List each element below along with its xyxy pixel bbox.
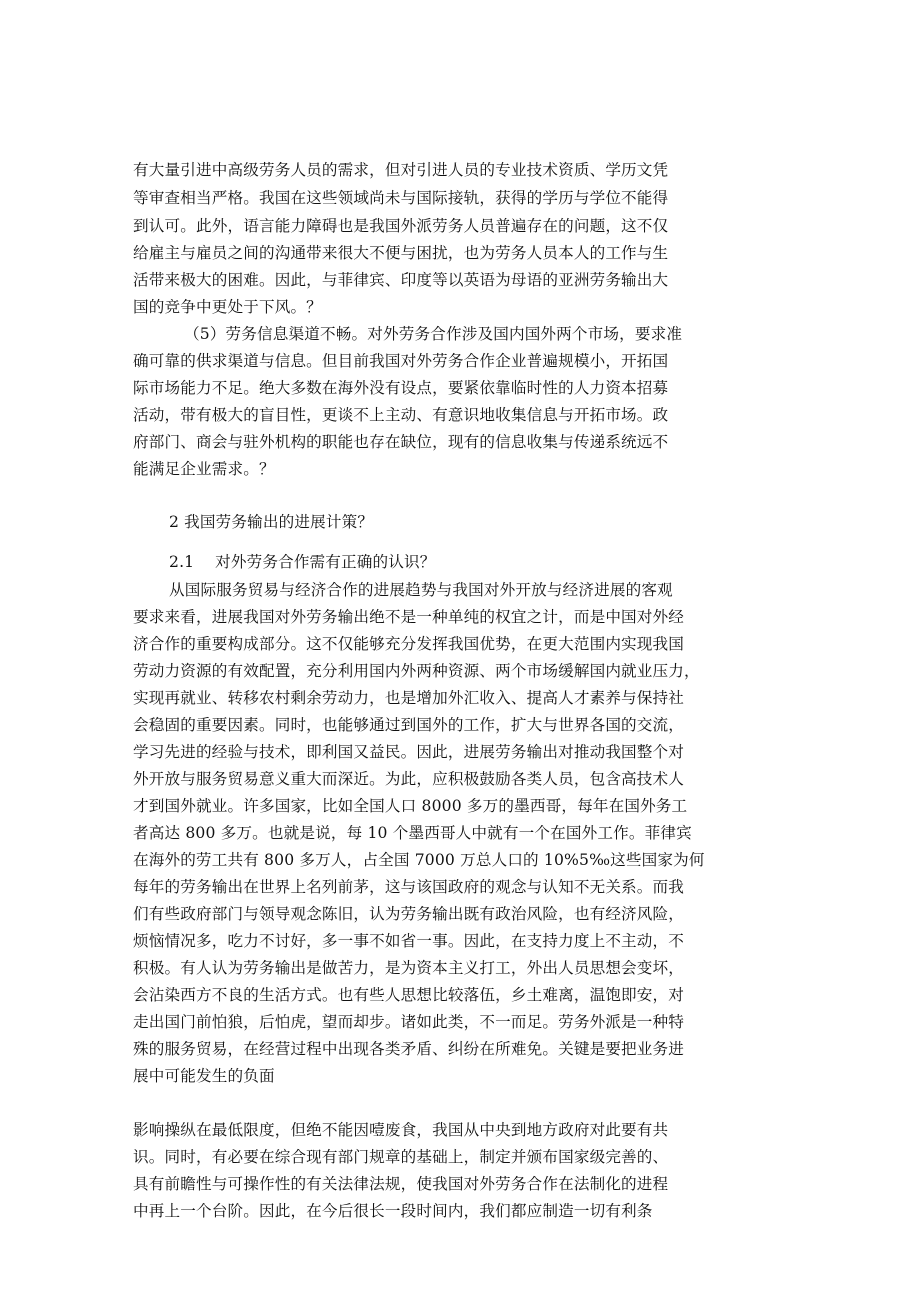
text-line: 活带来极大的困难。因此，与菲律宾、印度等以英语为母语的亚洲劳务输出大 xyxy=(133,271,669,289)
text-line: 等审查相当严格。我国在这些领域尚未与国际接轨，获得的学历与学位不能得 xyxy=(133,189,669,207)
section-heading: 2 我国劳务输出的进展计策？ xyxy=(169,513,374,531)
text-line: 从国际服务贸易与经济合作的进展趋势与我国对外开放与经济进展的客观 xyxy=(169,581,673,599)
text-line: 实现再就业、转移农村剩余劳动力，也是增加外汇收入、提高人才素养与保持社 xyxy=(133,689,685,707)
text-line: 者高达 800 多万。也就是说，每 10 个墨西哥人中就有一个在国外工作。菲律宾 xyxy=(133,824,692,842)
text-line: 府部门、商会与驻外机构的职能也存在缺位，现有的信息收集与传递系统远不 xyxy=(133,433,669,451)
text-line: 识。同时，有必要在综合现有部门规章的基础上，制定并颁布国家级完善的、 xyxy=(133,1148,669,1166)
text-line: （5）劳务信息渠道不畅。对外劳务合作涉及国内国外两个市场，要求准 xyxy=(184,325,683,343)
text-line: 外开放与服务贸易意义重大而深近。为此，应积极鼓励各类人员，包含高技术人 xyxy=(133,770,685,788)
text-line: 每年的劳务输出在世界上名列前茅，这与该国政府的观念与认知不无关系。而我 xyxy=(133,878,685,896)
text-line: 国的竞争中更处于下风。？ xyxy=(133,298,322,316)
text-line: 济合作的重要构成部分。这不仅能够充分发挥我国优势，在更大范围内实现我国 xyxy=(133,635,685,653)
text-line: 到认可。此外，语言能力障碍也是我国外派劳务人员普遍存在的问题，这不仅 xyxy=(133,217,669,235)
text-line: 们有些政府部门与领导观念陈旧，认为劳务输出既有政治风险，也有经济风险， xyxy=(133,905,685,923)
subsection-heading: 2.1 对外劳务合作需有正确的认识？ xyxy=(169,553,436,571)
text-line: 能满足企业需求。？ xyxy=(133,460,275,478)
text-line: 有大量引进中高级劳务人员的需求，但对引进人员的专业技术资质、学历文凭 xyxy=(133,161,669,179)
text-line: 中再上一个台阶。因此，在今后很长一段时间内，我们都应制造一切有利条 xyxy=(133,1202,653,1220)
text-line: 际市场能力不足。绝大多数在海外没有设点，要紧依靠临时性的人力资本招募 xyxy=(133,379,669,397)
text-line: 积极。有人认为劳务输出是做苦力，是为资本主义打工，外出人员思想会变坏， xyxy=(133,959,685,977)
text-line: 展中可能发生的负面 xyxy=(133,1067,275,1085)
text-line: 活动，带有极大的盲目性，更谈不上主动、有意识地收集信息与开拓市场。政 xyxy=(133,406,669,424)
text-line: 会稳固的重要因素。同时，也能够通过到国外的工作，扩大与世界各国的交流， xyxy=(133,716,685,734)
text-line: 烦恼情况多，吃力不讨好，多一事不如省一事。因此，在支持力度上不主动，不 xyxy=(133,932,685,950)
text-line: 给雇主与雇员之间的沟通带来很大不便与困扰，也为劳务人员本人的工作与生 xyxy=(133,244,669,262)
text-line: 殊的服务贸易，在经营过程中出现各类矛盾、纠纷在所难免。关键是要把业务进 xyxy=(133,1040,685,1058)
text-line: 确可靠的供求渠道与信息。但目前我国对外劳务合作企业普遍规模小，开拓国 xyxy=(133,352,669,370)
text-line: 具有前瞻性与可操作性的有关法律法规，使我国对外劳务合作在法制化的进程 xyxy=(133,1175,669,1193)
text-line: 才到国外就业。许多国家，比如全国人口 8000 多万的墨西哥，每年在国外务工 xyxy=(133,797,688,815)
text-line: 影响操纵在最低限度，但绝不能因噎废食，我国从中央到地方政府对此要有共 xyxy=(133,1121,669,1139)
text-line: 会沾染西方不良的生活方式。也有些人思想比较落伍，乡土难离，温饱即安，对 xyxy=(133,986,685,1004)
text-line: 学习先进的经验与技术，即利国又益民。因此，进展劳务输出对推动我国整个对 xyxy=(133,743,685,761)
text-line: 劳动力资源的有效配置，充分利用国内外两种资源、两个市场缓解国内就业压力， xyxy=(133,662,700,680)
text-line: 在海外的劳工共有 800 多万人，占全国 7000 万总人口的 10%5‰这些国家为何 xyxy=(133,851,705,869)
text-line: 要求来看，进展我国对外劳务输出绝不是一种单纯的权宜之计，而是中国对外经 xyxy=(133,608,685,626)
text-line: 走出国门前怕狼，后怕虎，望而却步。诸如此类，不一而足。劳务外派是一种特 xyxy=(133,1013,685,1031)
